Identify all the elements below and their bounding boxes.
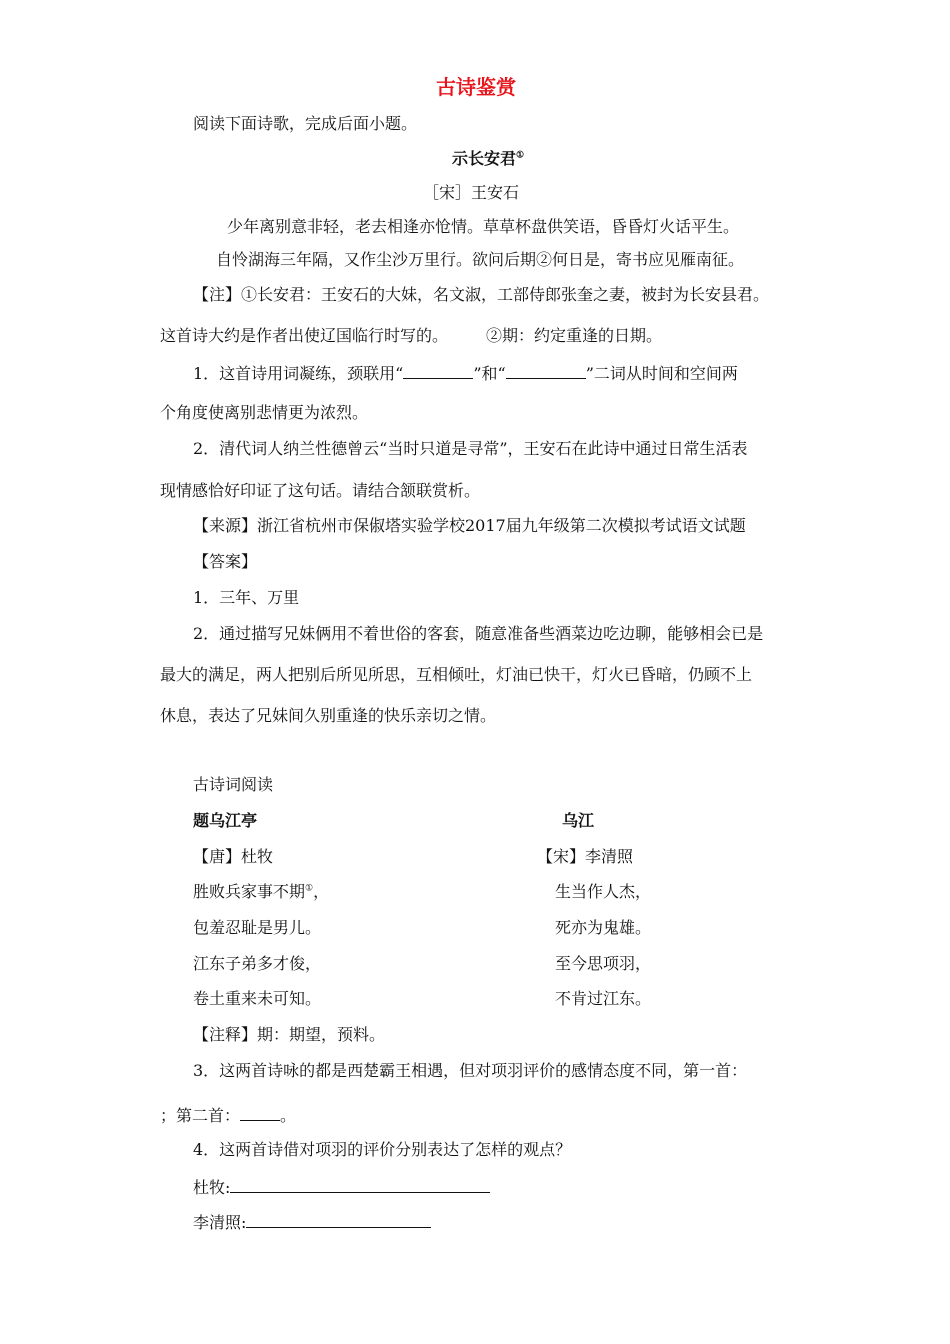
poem-title — [452, 151, 524, 167]
poem-a-title: 题乌江亭 — [193, 811, 258, 830]
poem-b-author: 【宋】李清照 — [537, 847, 634, 866]
question-4-dumu: 杜牧: — [193, 1178, 490, 1196]
poem-a-line: 包羞忍耻是男儿。 — [193, 918, 322, 937]
answer-blank[interactable] — [506, 364, 586, 379]
section-heading: 古诗词阅读 — [193, 775, 274, 794]
answer-blank[interactable] — [240, 1106, 280, 1121]
poem-line: 少年离别意非轻，老去相逢亦怆情。草草杯盘供笑语，昏昏灯火话平生。 — [227, 217, 740, 236]
poem-a-line: 胜败兵家事不期①， — [193, 882, 330, 901]
answer-2-continued: 休息，表达了兄妹间久别重逢的快乐亲切之情。 — [160, 706, 497, 725]
poem-b-line: 生当作人杰， — [555, 882, 652, 901]
question-2: 2．清代词人纳兰性德曾云“当时只道是寻常”，王安石在此诗中通过日常生活表 — [193, 439, 748, 458]
footnote-marker: ① — [516, 150, 525, 161]
source-line: 【来源】浙江省杭州市保俶塔实验学校2017届九年级第二次模拟考试语文试题 — [193, 516, 746, 535]
poem-b-line: 不肯过江东。 — [555, 989, 652, 1008]
poem-note: 【注】①长安君：王安石的大妹，名文淑，工部侍郎张奎之妻，被封为长安县君。 — [193, 285, 770, 304]
page-title: 古诗鉴赏 — [436, 75, 516, 99]
annotation-note: 【注释】期：期望，预料。 — [193, 1025, 386, 1044]
answer-1: 1．三年、万里 — [193, 588, 300, 607]
poem-b-line: 至今思项羽， — [555, 954, 652, 973]
poem-b-title: 乌江 — [562, 811, 595, 830]
question-2-continued: 现情感恰好印证了这句话。请结合颔联赏析。 — [160, 481, 481, 500]
poem-b-line: 死亦为鬼雄。 — [555, 918, 652, 937]
poem-author: ［宋］王安石 — [423, 183, 520, 202]
question-3-continued: ；第二首： 。 — [160, 1106, 297, 1125]
answer-blank[interactable] — [403, 364, 473, 379]
question-4-liqingzhao: 李清照: — [193, 1213, 431, 1231]
reading-instruction: 阅读下面诗歌，完成后面小题。 — [193, 114, 418, 133]
answer-2-continued: 最大的满足，两人把别后所见所思，互相倾吐，灯油已快干，灯火已昏暗，仍顾不上 — [160, 665, 753, 684]
poem-a-author: 【唐】杜牧 — [193, 847, 274, 866]
question-1-continued: 个角度使离别悲情更为浓烈。 — [160, 403, 369, 422]
answer-line[interactable] — [246, 1213, 431, 1228]
poem-note-continued: 这首诗大约是作者出使辽国临行时写的。 ②期：约定重逢的日期。 — [160, 326, 663, 345]
footnote-marker: ① — [305, 883, 314, 894]
answer-line[interactable] — [230, 1178, 490, 1193]
question-1: 1．这首诗用词凝练，颈联用“ ”和“ ”二词从时间和空间两 — [193, 364, 738, 383]
answer-2: 2．通过描写兄妹俩用不着世俗的客套，随意准备些酒菜边吃边聊，能够相会已是 — [193, 624, 764, 643]
question-3: 3．这两首诗咏的都是西楚霸王相遇，但对项羽评价的感情态度不同，第一首： — [193, 1061, 748, 1080]
poem-a-line: 卷土重来未可知。 — [193, 989, 322, 1008]
answer-label: 【答案】 — [193, 552, 258, 571]
question-4: 4．这两首诗借对项羽的评价分别表达了怎样的观点？ — [193, 1140, 572, 1159]
poem-a-line: 江东子弟多才俊， — [193, 954, 322, 973]
poem-title-text: 示长安君 — [452, 149, 517, 168]
poem-line: 自怜湖海三年隔，又作尘沙万里行。欲问后期②何日是，寄书应见雁南征。 — [216, 250, 745, 269]
